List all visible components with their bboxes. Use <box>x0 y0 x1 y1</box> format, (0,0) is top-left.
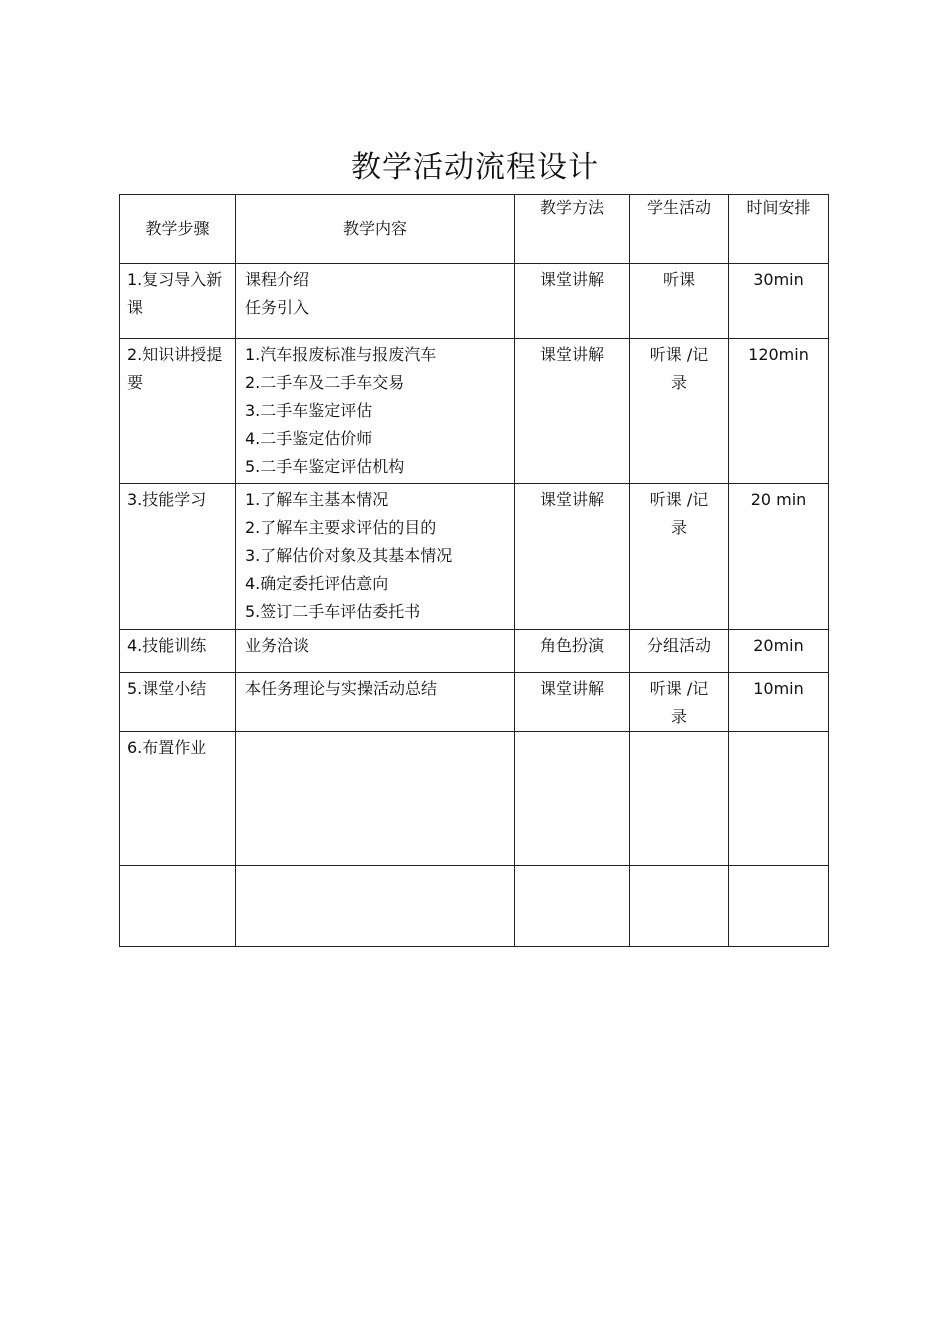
activity-cell: 听课 /记录 <box>630 339 729 484</box>
content-line: 2.了解车主要求评估的目的 <box>245 518 437 537</box>
header-activity: 学生活动 <box>630 195 729 264</box>
content-cell <box>236 630 515 673</box>
activity-cell: 分组活动 <box>630 630 729 673</box>
content-line: 任务引入 <box>245 298 310 317</box>
method-cell <box>515 866 630 947</box>
content-cell <box>236 732 515 866</box>
method-cell <box>515 732 630 866</box>
table-row <box>120 484 829 630</box>
content-line: 1.了解车主基本情况 <box>245 490 389 509</box>
table-row <box>120 866 829 947</box>
content-line: 4.确定委托评估意向 <box>245 574 389 593</box>
time-cell <box>729 732 829 866</box>
content-line: 5.二手车鉴定评估机构 <box>245 457 405 476</box>
content-line: 1.汽车报废标准与报废汽车 <box>245 345 437 364</box>
time-cell: 120min <box>729 339 829 484</box>
time-cell: 20min <box>729 630 829 673</box>
time-cell: 10min <box>729 673 829 732</box>
table-row <box>120 732 829 866</box>
header-time: 时间安排 <box>729 195 829 264</box>
activity-cell <box>630 866 729 947</box>
table-row <box>120 673 829 732</box>
activity-cell: 听课 /记录 <box>630 484 729 630</box>
content-line: 4.二手鉴定估价师 <box>245 429 373 448</box>
step-cell <box>120 866 236 947</box>
step-cell: 3.技能学习 <box>120 484 236 630</box>
content-cell <box>236 866 515 947</box>
page-title: 教学活动流程设计 <box>351 150 599 185</box>
time-cell: 20 min <box>729 484 829 630</box>
header-step: 教学步骤 <box>120 195 236 264</box>
header-method: 教学方法 <box>515 195 630 264</box>
table-row <box>120 339 829 484</box>
content-line: 本任务理论与实操活动总结 <box>245 679 438 698</box>
step-cell: 1.复习导入新课 <box>120 264 236 339</box>
time-cell <box>729 866 829 947</box>
content-line: 课程介绍 <box>245 270 310 289</box>
table-row <box>120 630 829 673</box>
content-cell <box>236 484 515 630</box>
content-cell <box>236 673 515 732</box>
content-line: 业务洽谈 <box>245 636 310 655</box>
content-line: 3.了解估价对象及其基本情况 <box>245 546 453 565</box>
time-cell: 30min <box>729 264 829 339</box>
step-cell: 2.知识讲授提要 <box>120 339 236 484</box>
content-cell <box>236 264 515 339</box>
table-row <box>120 264 829 339</box>
header-content: 教学内容 <box>236 195 515 264</box>
table-header-row <box>120 195 829 264</box>
step-cell: 5.课堂小结 <box>120 673 236 732</box>
step-cell: 4.技能训练 <box>120 630 236 673</box>
content-line: 5.签订二手车评估委托书 <box>245 602 421 621</box>
activity-cell: 听课 <box>630 264 729 339</box>
method-cell: 课堂讲解 <box>515 673 630 732</box>
activity-cell <box>630 732 729 866</box>
method-cell: 课堂讲解 <box>515 484 630 630</box>
step-cell: 6.布置作业 <box>120 732 236 866</box>
method-cell: 课堂讲解 <box>515 339 630 484</box>
content-cell <box>236 339 515 484</box>
method-cell: 角色扮演 <box>515 630 630 673</box>
method-cell: 课堂讲解 <box>515 264 630 339</box>
activity-cell: 听课 /记录 <box>630 673 729 732</box>
content-line: 2.二手车及二手车交易 <box>245 373 405 392</box>
activity-flow-table <box>119 194 829 947</box>
content-line: 3.二手车鉴定评估 <box>245 401 373 420</box>
